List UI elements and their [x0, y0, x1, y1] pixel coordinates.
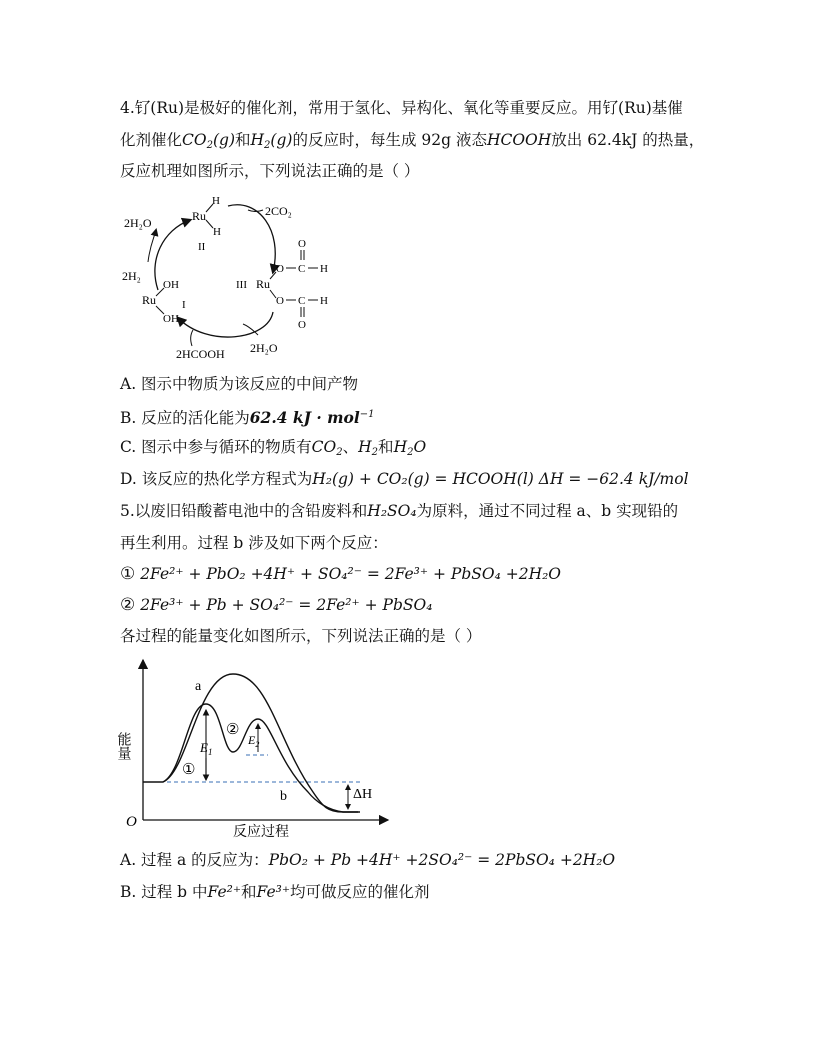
label-2hcooh: 2HCOOH — [176, 347, 225, 361]
h-lower: H — [320, 295, 328, 307]
o-lower-carbonyl: O — [298, 319, 306, 331]
h-top: H — [212, 195, 220, 207]
delta-h-label: ΔH — [353, 787, 373, 802]
c-lower: C — [298, 295, 306, 307]
ru-complex-i: Ru — [142, 293, 157, 307]
q4-option-b: B. 反应的活化能为62.4 kJ · mol$^{-1}$ — [120, 408, 375, 427]
curve-b-label: b — [280, 789, 287, 804]
label-2h2o-bottom: 2H₂O — [250, 341, 278, 355]
o-lower: O — [276, 295, 284, 307]
o-upper: O — [276, 263, 284, 275]
h-upper: H — [320, 263, 328, 275]
roman-i: I — [182, 299, 186, 311]
roman-ii: II — [198, 241, 206, 253]
oh-top: OH — [163, 279, 179, 291]
label-2co2: 2CO₂ — [265, 204, 292, 218]
q4-line1: 4.钌(Ru)是极好的催化剂，常用于氢化、异构化、氧化等重要反应。用钌(Ru)基催 — [120, 99, 683, 117]
q5-equation-2: ② 2Fe³⁺ + Pb + SO₄²⁻ = 2Fe²⁺ + PbSO₄ — [120, 595, 433, 615]
q4-option-d: D. 该反应的热化学方程式为H₂(g) + CO₂(g) = HCOOH(l) ΔH = −62.4 kJ/mol — [120, 470, 689, 488]
label-2h2: 2H₂ — [122, 269, 141, 283]
origin-label: O — [126, 814, 137, 830]
roman-iii: III — [236, 279, 247, 291]
q4-option-c: C. 图示中参与循环的物质有$CO_2$、$H_2$和$H_2O$ — [120, 438, 427, 458]
ru-complex-iii: Ru — [256, 277, 271, 291]
curve-b — [163, 704, 358, 812]
curve-a — [143, 674, 343, 812]
oh-bottom: OH — [163, 313, 179, 325]
o-upper-carbonyl: O — [298, 238, 306, 250]
energy-diagram — [115, 652, 398, 842]
ru-complex-ii: Ru — [192, 209, 207, 223]
q4-line3: 反应机理如图所示，下列说法正确的是（ ） — [120, 162, 420, 180]
y-axis-label: 能量 — [115, 732, 131, 760]
e1-label: $E_1$ — [200, 740, 213, 757]
e2-label: $E_2$ — [248, 733, 260, 749]
q4-option-a: A. 图示中物质为该反应的中间产物 — [120, 375, 359, 393]
h-bottom: H — [213, 226, 221, 238]
q5-option-b: B. 过程 b 中Fe²⁺和Fe³⁺均可做反应的催化剂 — [120, 883, 430, 901]
q5-option-a: A. 过程 a 的反应为：PbO₂ + Pb +4H⁺ +2SO₄²⁻ = 2PbSO₄ +2H₂O — [120, 851, 616, 869]
step-1-label: ① — [182, 762, 196, 778]
q4-line2: 化剂催化$CO_2(g)$和$H_2(g)$的反应时，每生成 92g 液态HCOOH放出 62.4kJ 的热量， — [120, 131, 705, 151]
mechanism-diagram — [118, 190, 368, 365]
q5-line2: 再生利用。过程 b 涉及如下两个反应： — [120, 534, 388, 552]
q5-line1: 5.以废旧铅酸蓄电池中的含铅废料和H₂SO₄为原料，通过不同过程 a、b 实现铅的 — [120, 502, 679, 520]
label-2h2o-top: 2H₂O — [124, 216, 152, 230]
step-2-label: ② — [226, 722, 240, 738]
q5-line3: 各过程的能量变化如图所示，下列说法正确的是（ ） — [120, 627, 482, 645]
q5-equation-1: ① 2Fe²⁺ + PbO₂ +4H⁺ + SO₄²⁻ = 2Fe³⁺ + PbSO₄ +2H₂O — [120, 564, 562, 584]
c-upper: C — [298, 263, 306, 275]
curve-a-label: a — [195, 679, 202, 694]
x-axis-label: 反应过程 — [233, 825, 289, 840]
